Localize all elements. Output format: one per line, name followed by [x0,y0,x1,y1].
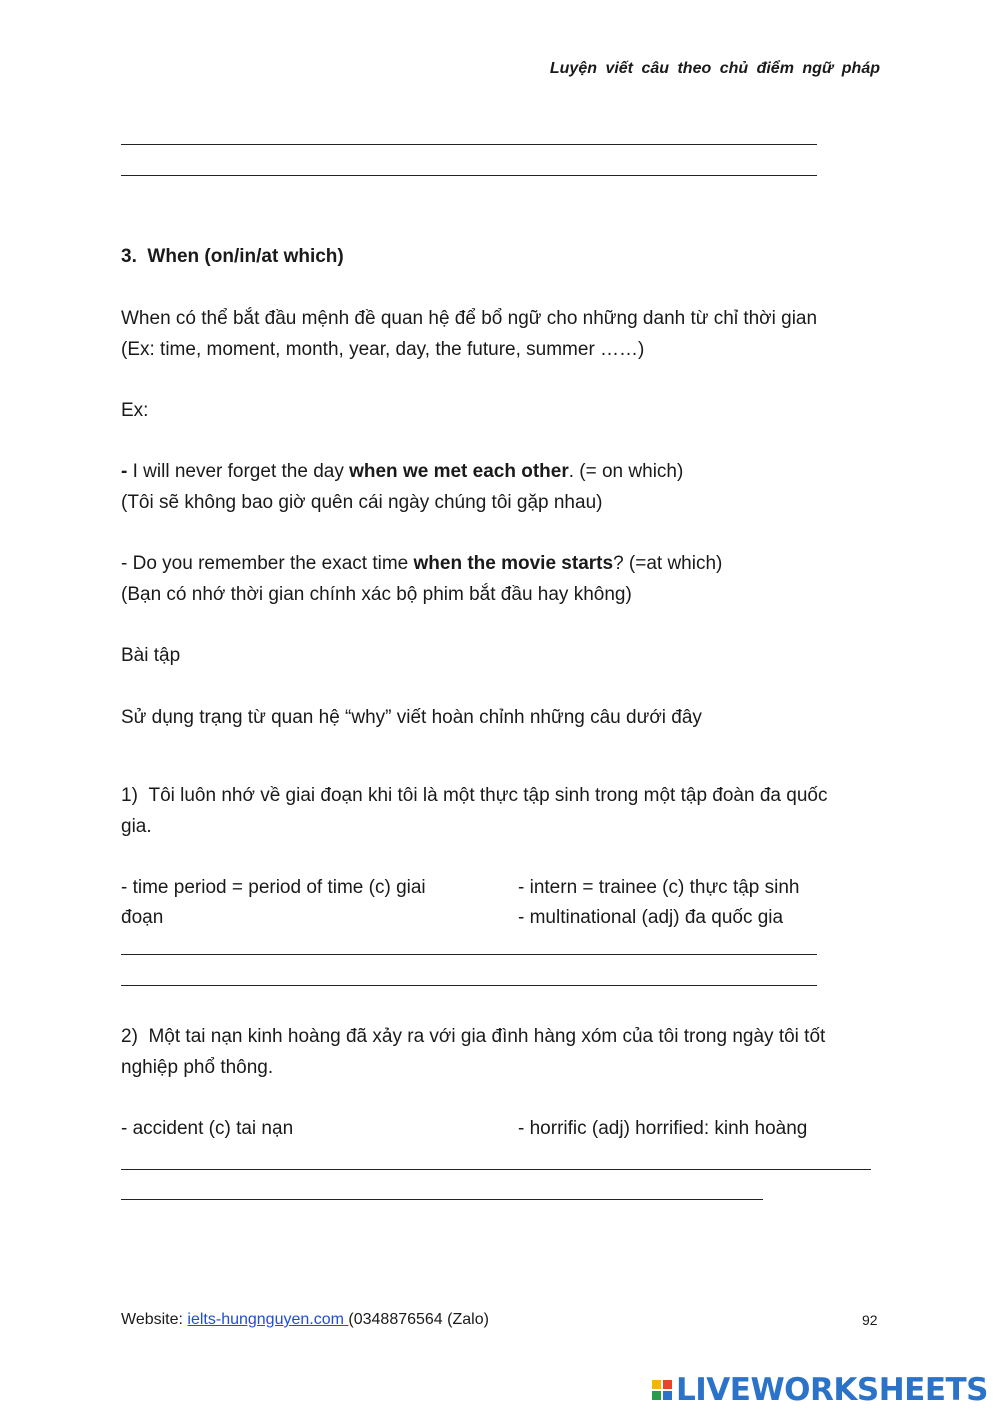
answer-line[interactable] [121,144,817,145]
page-header-title: Luyện viết câu theo chủ điểm ngữ pháp [549,60,880,77]
logo-square [652,1391,661,1400]
example-text: ? (=at which) [613,553,723,574]
exercise-instruction: Sử dụng trạng từ quan hệ “why” viết hoàn chỉnh những câu dưới đây [121,707,702,728]
example-label: Ex: [121,400,149,421]
exercise-1-prompt [121,780,827,811]
example-sentence [121,456,683,487]
footer-website [121,1311,489,1329]
footer-label: Website: [121,1311,188,1328]
vocab-left: - time period = period of time (c) giai [121,877,426,898]
answer-line[interactable] [121,175,817,176]
exercise-text: Tôi luôn nhớ về giai đoạn khi tôi là một thực tập sinh trong một tập đoàn đa quốc [148,785,828,806]
example-bold-clause: when we met each other [349,461,569,482]
exercise-1-prompt-cont: gia. [121,816,152,837]
example-sentence [121,548,722,579]
brand-name: LIVEWORKSHEETS [676,1372,988,1408]
example-text: I will never forget the day [127,461,350,482]
vocab-right: - horrific (adj) horrified: kinh hoàng [518,1118,808,1139]
website-link[interactable]: ielts-hungnguyen.com [187,1311,349,1328]
exercise-number: 2) [121,1026,138,1047]
exercise-2-prompt [121,1021,825,1052]
liveworksheets-icon [652,1380,672,1400]
logo-square [663,1391,672,1400]
vocab-right: - intern = trainee (c) thực tập sinh [518,877,800,898]
section-number: 3. [121,246,137,267]
example-bold-clause: when the movie starts [413,553,614,574]
exercise-number: 1) [121,785,138,806]
answer-line[interactable] [121,1169,871,1170]
example-text: . (= on which) [568,461,684,482]
exercise-2-prompt-cont: nghiệp phổ thông. [121,1057,274,1078]
section-heading: When (on/in/at which) [147,246,344,267]
vocab-left: đoạn [121,907,164,928]
vocab-left: - accident (c) tai nạn [121,1118,294,1139]
section-title [121,241,344,272]
logo-square [663,1380,672,1389]
exercise-label: Bài tập [121,645,181,666]
vocab-right: - multinational (adj) đa quốc gia [518,907,784,928]
answer-line[interactable] [121,1199,763,1200]
answer-line[interactable] [121,985,817,986]
exercise-text: Một tai nạn kinh hoàng đã xảy ra với gia đình hàng xóm của tôi trong ngày tôi tốt [148,1026,826,1047]
logo-square [652,1380,661,1389]
example-dash: - [121,553,128,574]
example-text: Do you remember the exact time [127,553,414,574]
intro-line-1: When có thể bắt đầu mệnh đề quan hệ để bổ ngữ cho những danh từ chỉ thời gian [121,308,818,329]
intro-line-2: (Ex: time, moment, month, year, day, the future, summer ……) [121,339,645,360]
example-dash: - [121,461,128,482]
page-number: 92 [862,1312,878,1328]
example-translation: (Tôi sẽ không bao giờ quên cái ngày chúng tôi gặp nhau) [121,492,603,513]
footer-contact: (0348876564 (Zalo) [348,1311,489,1328]
answer-line[interactable] [121,954,817,955]
example-translation: (Bạn có nhớ thời gian chính xác bộ phim bắt đầu hay không) [121,584,632,605]
liveworksheets-logo[interactable] [652,1372,988,1408]
